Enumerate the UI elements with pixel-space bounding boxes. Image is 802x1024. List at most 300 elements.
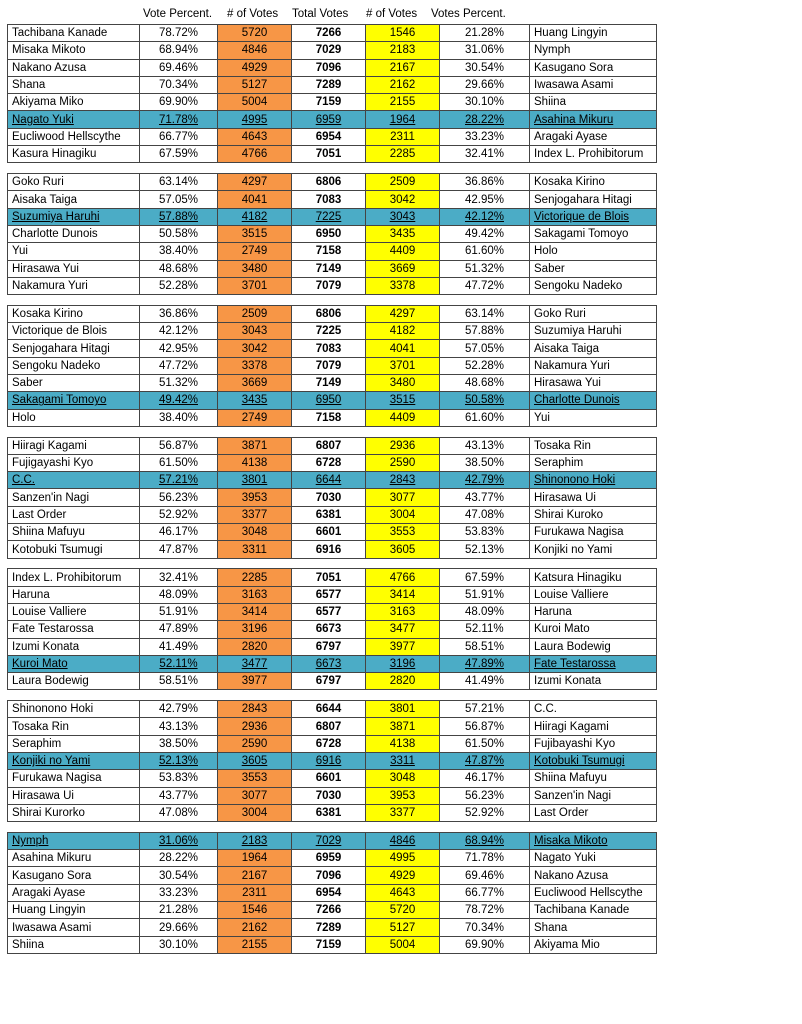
right-name-cell: Hirasawa Ui xyxy=(530,489,657,506)
left-name-cell: Tosaka Rin xyxy=(8,718,140,735)
total-votes-cell: 6916 xyxy=(292,541,366,558)
left-votes-cell: 3414 xyxy=(218,603,292,620)
right-name-cell: Senjogahara Hitagi xyxy=(530,191,657,208)
total-votes-cell: 7083 xyxy=(292,340,366,357)
table-row xyxy=(8,902,657,919)
total-votes-cell: 7029 xyxy=(292,42,366,59)
total-votes-cell: 7266 xyxy=(292,25,366,42)
table-row xyxy=(8,94,657,111)
right-percent-cell: 53.83% xyxy=(440,524,530,541)
left-votes-cell: 3004 xyxy=(218,804,292,821)
left-percent-cell: 57.21% xyxy=(140,472,218,489)
table-row xyxy=(8,850,657,867)
right-name-cell: Shana xyxy=(530,919,657,936)
right-percent-cell: 30.54% xyxy=(440,59,530,76)
left-percent-cell: 47.72% xyxy=(140,357,218,374)
right-votes-cell: 3701 xyxy=(366,357,440,374)
left-votes-cell: 4929 xyxy=(218,59,292,76)
right-percent-cell: 78.72% xyxy=(440,902,530,919)
left-votes-cell: 4643 xyxy=(218,128,292,145)
left-votes-cell: 2155 xyxy=(218,936,292,953)
total-votes-cell: 7079 xyxy=(292,277,366,294)
table-row xyxy=(8,59,657,76)
right-name-cell: Last Order xyxy=(530,804,657,821)
left-name-cell: Hirasawa Yui xyxy=(8,260,140,277)
left-name-cell: Eucliwood Hellscythe xyxy=(8,128,140,145)
right-percent-cell: 52.28% xyxy=(440,357,530,374)
right-name-cell: Asahina Mikuru xyxy=(530,111,657,128)
left-name-cell: Nakamura Yuri xyxy=(8,277,140,294)
left-percent-cell: 63.14% xyxy=(140,174,218,191)
right-votes-cell: 4409 xyxy=(366,243,440,260)
left-percent-cell: 47.08% xyxy=(140,804,218,821)
left-votes-cell: 3701 xyxy=(218,277,292,294)
table-row xyxy=(8,225,657,242)
left-name-cell: Izumi Konata xyxy=(8,638,140,655)
left-name-cell: Iwasawa Asami xyxy=(8,919,140,936)
match-group-2 xyxy=(7,173,657,295)
total-votes-cell: 6807 xyxy=(292,718,366,735)
right-votes-cell: 2590 xyxy=(366,454,440,471)
table-row xyxy=(8,454,657,471)
total-votes-cell: 7158 xyxy=(292,409,366,426)
table-row xyxy=(8,506,657,523)
left-percent-cell: 29.66% xyxy=(140,919,218,936)
right-percent-cell: 21.28% xyxy=(440,25,530,42)
total-votes-cell: 7029 xyxy=(292,832,366,849)
right-percent-cell: 68.94% xyxy=(440,832,530,849)
left-votes-cell: 3435 xyxy=(218,392,292,409)
left-percent-cell: 42.12% xyxy=(140,323,218,340)
left-votes-cell: 3378 xyxy=(218,357,292,374)
left-percent-cell: 69.46% xyxy=(140,59,218,76)
left-name-cell: Last Order xyxy=(8,506,140,523)
left-percent-cell: 49.42% xyxy=(140,392,218,409)
left-name-cell: Shana xyxy=(8,76,140,93)
right-votes-cell: 3515 xyxy=(366,392,440,409)
left-name-cell: Kasura Hinagiku xyxy=(8,146,140,163)
right-percent-cell: 57.88% xyxy=(440,323,530,340)
table-row xyxy=(8,673,657,690)
left-votes-cell: 3871 xyxy=(218,437,292,454)
right-votes-cell: 3977 xyxy=(366,638,440,655)
table-row xyxy=(8,867,657,884)
right-votes-cell: 2820 xyxy=(366,673,440,690)
left-percent-cell: 47.89% xyxy=(140,621,218,638)
table-row xyxy=(8,305,657,322)
table-row xyxy=(8,936,657,953)
right-percent-cell: 49.42% xyxy=(440,225,530,242)
left-votes-cell: 3977 xyxy=(218,673,292,690)
left-votes-cell: 1546 xyxy=(218,902,292,919)
right-votes-cell: 2311 xyxy=(366,128,440,145)
left-percent-cell: 33.23% xyxy=(140,884,218,901)
right-percent-cell: 43.77% xyxy=(440,489,530,506)
right-percent-cell: 42.12% xyxy=(440,208,530,225)
match-group-7 xyxy=(7,832,657,954)
total-votes-cell: 6954 xyxy=(292,128,366,145)
left-name-cell: Shinonono Hoki xyxy=(8,701,140,718)
total-votes-cell: 7159 xyxy=(292,936,366,953)
left-votes-cell: 2162 xyxy=(218,919,292,936)
right-percent-cell: 57.21% xyxy=(440,701,530,718)
left-percent-cell: 57.05% xyxy=(140,191,218,208)
total-votes-cell: 6381 xyxy=(292,506,366,523)
left-name-cell: Kosaka Kirino xyxy=(8,305,140,322)
total-votes-cell: 6797 xyxy=(292,638,366,655)
left-votes-cell: 1964 xyxy=(218,850,292,867)
right-votes-cell: 3196 xyxy=(366,655,440,672)
left-name-cell: Saber xyxy=(8,375,140,392)
right-name-cell: Louise Valliere xyxy=(530,586,657,603)
group-spacer xyxy=(7,822,657,832)
table-row xyxy=(8,260,657,277)
left-percent-cell: 52.11% xyxy=(140,655,218,672)
table-row xyxy=(8,787,657,804)
right-votes-cell: 5004 xyxy=(366,936,440,953)
left-percent-cell: 51.32% xyxy=(140,375,218,392)
right-votes-cell: 3605 xyxy=(366,541,440,558)
left-votes-cell: 3163 xyxy=(218,586,292,603)
right-name-cell: Saber xyxy=(530,260,657,277)
left-votes-cell: 3311 xyxy=(218,541,292,558)
right-percent-cell: 50.58% xyxy=(440,392,530,409)
right-name-cell: Fujibayashi Kyo xyxy=(530,735,657,752)
right-percent-cell: 46.17% xyxy=(440,770,530,787)
right-votes-cell: 1546 xyxy=(366,25,440,42)
table-row xyxy=(8,472,657,489)
total-votes-cell: 7266 xyxy=(292,902,366,919)
left-percent-cell: 43.77% xyxy=(140,787,218,804)
left-percent-cell: 38.40% xyxy=(140,243,218,260)
right-name-cell: Victorique de Blois xyxy=(530,208,657,225)
left-percent-cell: 51.91% xyxy=(140,603,218,620)
left-name-cell: Aisaka Taiga xyxy=(8,191,140,208)
right-percent-cell: 47.87% xyxy=(440,753,530,770)
table-row xyxy=(8,489,657,506)
left-name-cell: Hiiragi Kagami xyxy=(8,437,140,454)
total-votes-cell: 6959 xyxy=(292,850,366,867)
left-name-cell: Shiina xyxy=(8,936,140,953)
left-percent-cell: 43.13% xyxy=(140,718,218,735)
left-percent-cell: 66.77% xyxy=(140,128,218,145)
right-votes-cell: 3377 xyxy=(366,804,440,821)
right-percent-cell: 47.08% xyxy=(440,506,530,523)
left-percent-cell: 42.79% xyxy=(140,701,218,718)
total-votes-cell: 7030 xyxy=(292,787,366,804)
column-header-row xyxy=(0,8,802,24)
right-votes-cell: 5127 xyxy=(366,919,440,936)
right-name-cell: Fate Testarossa xyxy=(530,655,657,672)
right-name-cell: Shiina Mafuyu xyxy=(530,770,657,787)
right-name-cell: Sakagami Tomoyo xyxy=(530,225,657,242)
left-votes-cell: 3953 xyxy=(218,489,292,506)
left-votes-cell: 2820 xyxy=(218,638,292,655)
left-name-cell: Nagato Yuki xyxy=(8,111,140,128)
match-group-6 xyxy=(7,700,657,822)
left-percent-cell: 52.28% xyxy=(140,277,218,294)
right-votes-cell: 2167 xyxy=(366,59,440,76)
right-name-cell: Hirasawa Yui xyxy=(530,375,657,392)
left-percent-cell: 52.13% xyxy=(140,753,218,770)
right-votes-cell: 4643 xyxy=(366,884,440,901)
match-group-3 xyxy=(7,305,657,427)
right-votes-cell: 3414 xyxy=(366,586,440,603)
left-votes-cell: 4846 xyxy=(218,42,292,59)
table-row xyxy=(8,832,657,849)
match-group-1 xyxy=(7,24,657,163)
right-name-cell: Suzumiya Haruhi xyxy=(530,323,657,340)
left-percent-cell: 78.72% xyxy=(140,25,218,42)
left-votes-cell: 4297 xyxy=(218,174,292,191)
right-votes-cell: 4409 xyxy=(366,409,440,426)
right-name-cell: Laura Bodewig xyxy=(530,638,657,655)
right-percent-cell: 51.32% xyxy=(440,260,530,277)
total-votes-cell: 6807 xyxy=(292,437,366,454)
right-votes-cell: 3004 xyxy=(366,506,440,523)
total-votes-cell: 7149 xyxy=(292,260,366,277)
left-votes-cell: 3048 xyxy=(218,524,292,541)
left-name-cell: Sengoku Nadeko xyxy=(8,357,140,374)
right-votes-cell: 3042 xyxy=(366,191,440,208)
left-votes-cell: 2936 xyxy=(218,718,292,735)
left-name-cell: Hirasawa Ui xyxy=(8,787,140,804)
left-name-cell: Holo xyxy=(8,409,140,426)
left-votes-cell: 3801 xyxy=(218,472,292,489)
right-votes-cell: 3953 xyxy=(366,787,440,804)
right-percent-cell: 42.79% xyxy=(440,472,530,489)
right-percent-cell: 38.50% xyxy=(440,454,530,471)
right-percent-cell: 42.95% xyxy=(440,191,530,208)
table-row xyxy=(8,174,657,191)
left-percent-cell: 38.40% xyxy=(140,409,218,426)
right-percent-cell: 69.46% xyxy=(440,867,530,884)
total-votes-cell: 7159 xyxy=(292,94,366,111)
left-percent-cell: 56.23% xyxy=(140,489,218,506)
right-percent-cell: 52.13% xyxy=(440,541,530,558)
total-votes-cell: 6601 xyxy=(292,524,366,541)
left-name-cell: Misaka Mikoto xyxy=(8,42,140,59)
total-votes-cell: 7225 xyxy=(292,323,366,340)
total-votes-cell: 7079 xyxy=(292,357,366,374)
right-name-cell: Katsura Hinagiku xyxy=(530,569,657,586)
left-name-cell: Fate Testarossa xyxy=(8,621,140,638)
left-votes-cell: 3196 xyxy=(218,621,292,638)
table-row xyxy=(8,621,657,638)
right-name-cell: Aisaka Taiga xyxy=(530,340,657,357)
left-percent-cell: 57.88% xyxy=(140,208,218,225)
left-name-cell: Seraphim xyxy=(8,735,140,752)
right-percent-cell: 66.77% xyxy=(440,884,530,901)
right-votes-cell: 4041 xyxy=(366,340,440,357)
left-votes-cell: 5720 xyxy=(218,25,292,42)
right-name-cell: Shinonono Hoki xyxy=(530,472,657,489)
left-name-cell: Aragaki Ayase xyxy=(8,884,140,901)
right-votes-cell: 4766 xyxy=(366,569,440,586)
right-votes-cell: 2843 xyxy=(366,472,440,489)
left-name-cell: Senjogahara Hitagi xyxy=(8,340,140,357)
table-row xyxy=(8,884,657,901)
right-name-cell: Nakamura Yuri xyxy=(530,357,657,374)
right-votes-cell: 1964 xyxy=(366,111,440,128)
right-votes-cell: 4138 xyxy=(366,735,440,752)
left-percent-cell: 30.54% xyxy=(140,867,218,884)
total-votes-cell: 6577 xyxy=(292,586,366,603)
total-votes-cell: 7289 xyxy=(292,919,366,936)
left-percent-cell: 41.49% xyxy=(140,638,218,655)
results-tables xyxy=(7,24,657,954)
right-percent-cell: 71.78% xyxy=(440,850,530,867)
total-votes-cell: 6950 xyxy=(292,225,366,242)
right-percent-cell: 52.11% xyxy=(440,621,530,638)
table-row xyxy=(8,111,657,128)
left-percent-cell: 38.50% xyxy=(140,735,218,752)
right-name-cell: Tosaka Rin xyxy=(530,437,657,454)
left-name-cell: Fujigayashi Kyo xyxy=(8,454,140,471)
total-votes-cell: 7158 xyxy=(292,243,366,260)
left-votes-cell: 2285 xyxy=(218,569,292,586)
left-votes-cell: 3480 xyxy=(218,260,292,277)
left-name-cell: Konjiki no Yami xyxy=(8,753,140,770)
right-name-cell: Nakano Azusa xyxy=(530,867,657,884)
right-percent-cell: 56.87% xyxy=(440,718,530,735)
right-votes-cell: 4297 xyxy=(366,305,440,322)
header-right-votes: # of Votes xyxy=(366,8,418,20)
left-name-cell: Asahina Mikuru xyxy=(8,850,140,867)
right-name-cell: Shirai Kuroko xyxy=(530,506,657,523)
total-votes-cell: 7051 xyxy=(292,146,366,163)
right-votes-cell: 4995 xyxy=(366,850,440,867)
left-name-cell: Shiina Mafuyu xyxy=(8,524,140,541)
left-votes-cell: 3377 xyxy=(218,506,292,523)
right-votes-cell: 3801 xyxy=(366,701,440,718)
total-votes-cell: 6797 xyxy=(292,673,366,690)
table-row xyxy=(8,357,657,374)
right-percent-cell: 31.06% xyxy=(440,42,530,59)
left-name-cell: Kasugano Sora xyxy=(8,867,140,884)
left-percent-cell: 56.87% xyxy=(140,437,218,454)
right-name-cell: Konjiki no Yami xyxy=(530,541,657,558)
left-votes-cell: 4995 xyxy=(218,111,292,128)
right-percent-cell: 43.13% xyxy=(440,437,530,454)
table-row xyxy=(8,638,657,655)
right-percent-cell: 57.05% xyxy=(440,340,530,357)
right-percent-cell: 58.51% xyxy=(440,638,530,655)
right-name-cell: Furukawa Nagisa xyxy=(530,524,657,541)
left-name-cell: Kotobuki Tsumugi xyxy=(8,541,140,558)
right-percent-cell: 69.90% xyxy=(440,936,530,953)
left-name-cell: Tachibana Kanade xyxy=(8,25,140,42)
right-percent-cell: 48.68% xyxy=(440,375,530,392)
total-votes-cell: 7030 xyxy=(292,489,366,506)
right-percent-cell: 56.23% xyxy=(440,787,530,804)
group-spacer xyxy=(7,427,657,437)
right-votes-cell: 3477 xyxy=(366,621,440,638)
right-votes-cell: 3048 xyxy=(366,770,440,787)
table-row xyxy=(8,208,657,225)
table-row xyxy=(8,718,657,735)
left-name-cell: Suzumiya Haruhi xyxy=(8,208,140,225)
table-row xyxy=(8,804,657,821)
total-votes-cell: 6954 xyxy=(292,884,366,901)
total-votes-cell: 6577 xyxy=(292,603,366,620)
left-name-cell: Haruna xyxy=(8,586,140,603)
left-votes-cell: 2167 xyxy=(218,867,292,884)
left-votes-cell: 4041 xyxy=(218,191,292,208)
left-percent-cell: 42.95% xyxy=(140,340,218,357)
left-percent-cell: 48.09% xyxy=(140,586,218,603)
left-name-cell: Yui xyxy=(8,243,140,260)
table-row xyxy=(8,409,657,426)
left-percent-cell: 52.92% xyxy=(140,506,218,523)
right-percent-cell: 28.22% xyxy=(440,111,530,128)
table-row xyxy=(8,569,657,586)
table-row xyxy=(8,392,657,409)
total-votes-cell: 6644 xyxy=(292,472,366,489)
table-row xyxy=(8,541,657,558)
right-votes-cell: 3480 xyxy=(366,375,440,392)
total-votes-cell: 7149 xyxy=(292,375,366,392)
right-percent-cell: 41.49% xyxy=(440,673,530,690)
table-row xyxy=(8,770,657,787)
left-percent-cell: 68.94% xyxy=(140,42,218,59)
left-name-cell: Nymph xyxy=(8,832,140,849)
table-row xyxy=(8,243,657,260)
left-name-cell: Victorique de Blois xyxy=(8,323,140,340)
left-votes-cell: 3077 xyxy=(218,787,292,804)
total-votes-cell: 6806 xyxy=(292,305,366,322)
match-group-4 xyxy=(7,437,657,559)
right-name-cell: Shiina xyxy=(530,94,657,111)
right-name-cell: Yui xyxy=(530,409,657,426)
right-percent-cell: 51.91% xyxy=(440,586,530,603)
right-percent-cell: 67.59% xyxy=(440,569,530,586)
right-name-cell: Sanzen'in Nagi xyxy=(530,787,657,804)
total-votes-cell: 7051 xyxy=(292,569,366,586)
left-percent-cell: 53.83% xyxy=(140,770,218,787)
left-name-cell: Laura Bodewig xyxy=(8,673,140,690)
group-spacer xyxy=(7,163,657,173)
table-row xyxy=(8,437,657,454)
right-votes-cell: 2162 xyxy=(366,76,440,93)
left-votes-cell: 3553 xyxy=(218,770,292,787)
table-row xyxy=(8,701,657,718)
left-votes-cell: 4182 xyxy=(218,208,292,225)
right-name-cell: Kasugano Sora xyxy=(530,59,657,76)
total-votes-cell: 6806 xyxy=(292,174,366,191)
header-vote-percent: Vote Percent. xyxy=(143,8,213,20)
left-votes-cell: 4766 xyxy=(218,146,292,163)
right-votes-cell: 4182 xyxy=(366,323,440,340)
table-row xyxy=(8,42,657,59)
right-percent-cell: 36.86% xyxy=(440,174,530,191)
right-votes-cell: 4846 xyxy=(366,832,440,849)
left-votes-cell: 3043 xyxy=(218,323,292,340)
right-votes-cell: 2155 xyxy=(366,94,440,111)
right-percent-cell: 70.34% xyxy=(440,919,530,936)
right-percent-cell: 47.89% xyxy=(440,655,530,672)
left-votes-cell: 3042 xyxy=(218,340,292,357)
right-votes-cell: 2509 xyxy=(366,174,440,191)
right-name-cell: Goko Ruri xyxy=(530,305,657,322)
left-name-cell: C.C. xyxy=(8,472,140,489)
right-name-cell: Aragaki Ayase xyxy=(530,128,657,145)
header-votes-percent: Votes Percent. xyxy=(431,8,506,20)
left-name-cell: Akiyama Miko xyxy=(8,94,140,111)
right-votes-cell: 3163 xyxy=(366,603,440,620)
total-votes-cell: 6644 xyxy=(292,701,366,718)
left-name-cell: Furukawa Nagisa xyxy=(8,770,140,787)
